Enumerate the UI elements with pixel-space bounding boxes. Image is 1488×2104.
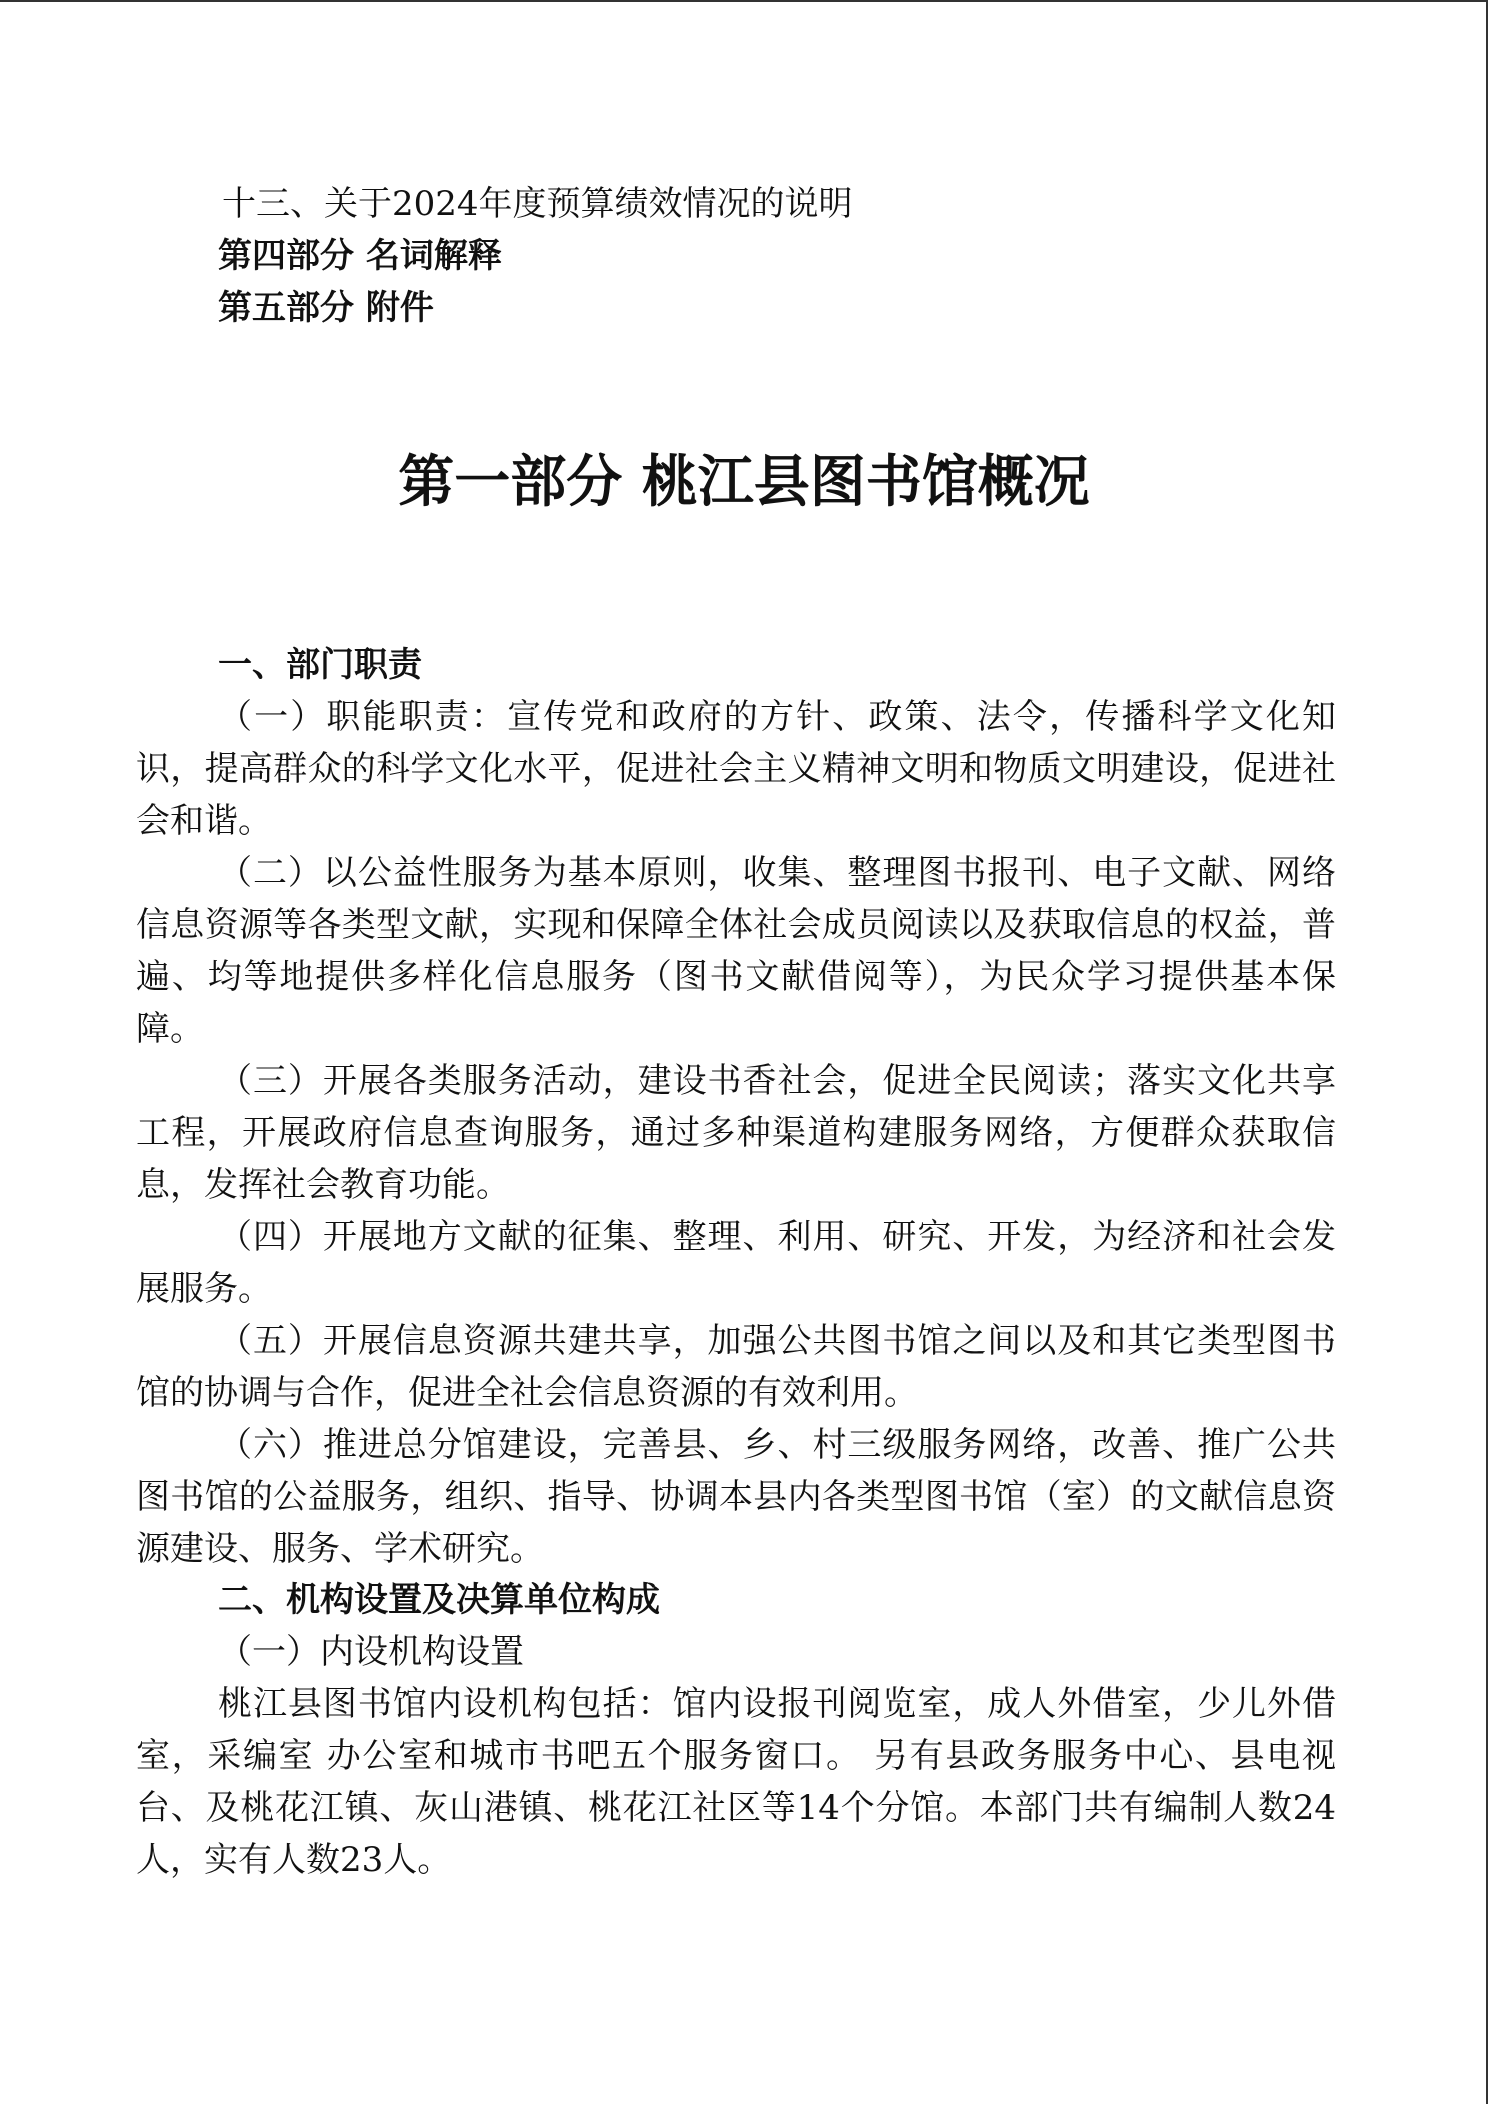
- toc-part-4: 第四部分 名词解释: [218, 236, 502, 276]
- toc-item-13: 十三、关于2024年度预算绩效情况的说明: [222, 184, 853, 224]
- duty-paragraph-6: （六）推进总分馆建设，完善县、乡、村三级服务网络，改善、推广公共图书馆的公益服务，组织、指导、协调本县内各类型图书馆（室）的文献信息资源建设、服务、学术研究。: [136, 1425, 1336, 1569]
- duty-paragraph-3: （三）开展各类服务活动，建设书香社会，促进全民阅读；落实文化共享工程，开展政府信息查询服务，通过多种渠道构建服务网络，方便群众获取信息，发挥社会教育功能。: [136, 1061, 1336, 1205]
- page-border-top: [0, 0, 1488, 2]
- section-heading-organization: 二、机构设置及决算单位构成: [218, 1580, 660, 1620]
- duty-paragraph-4: （四）开展地方文献的征集、整理、利用、研究、开发，为经济和社会发展服务。: [136, 1217, 1336, 1309]
- subsection-internal-structure: （一）内设机构设置: [218, 1632, 524, 1672]
- toc-part-5: 第五部分 附件: [218, 288, 434, 328]
- duty-paragraph-5: （五）开展信息资源共建共享，加强公共图书馆之间以及和其它类型图书馆的协调与合作，促进全社会信息资源的有效利用。: [136, 1321, 1336, 1413]
- section-heading-duties: 一、部门职责: [218, 645, 422, 685]
- duty-paragraph-1: （一）职能职责：宣传党和政府的方针、政策、法令，传播科学文化知识，提高群众的科学文化水平，促进社会主义精神文明和物质文明建设，促进社会和谐。: [136, 697, 1336, 841]
- table-of-contents: [218, 178, 1318, 334]
- organization-paragraph: 桃江县图书馆内设机构包括：馆内设报刊阅览室，成人外借室，少儿外借室，采编室 办公室和城市书吧五个服务窗口。 另有县政务服务中心、县电视台、及桃花江镇、灰山港镇、桃花江社区等14个分馆。本部门共有编制人数24人，实有人数23人。: [136, 1684, 1336, 1880]
- document-body: [136, 640, 1336, 1886]
- duty-paragraph-2: （二）以公益性服务为基本原则，收集、整理图书报刊、电子文献、网络信息资源等各类型文献，实现和保障全体社会成员阅读以及获取信息的权益，普遍、均等地提供多样化信息服务（图书文献借阅等），为民众学习提供基本保障。: [136, 853, 1336, 1049]
- part-title: 第一部分 桃江县图书馆概况: [398, 450, 1090, 515]
